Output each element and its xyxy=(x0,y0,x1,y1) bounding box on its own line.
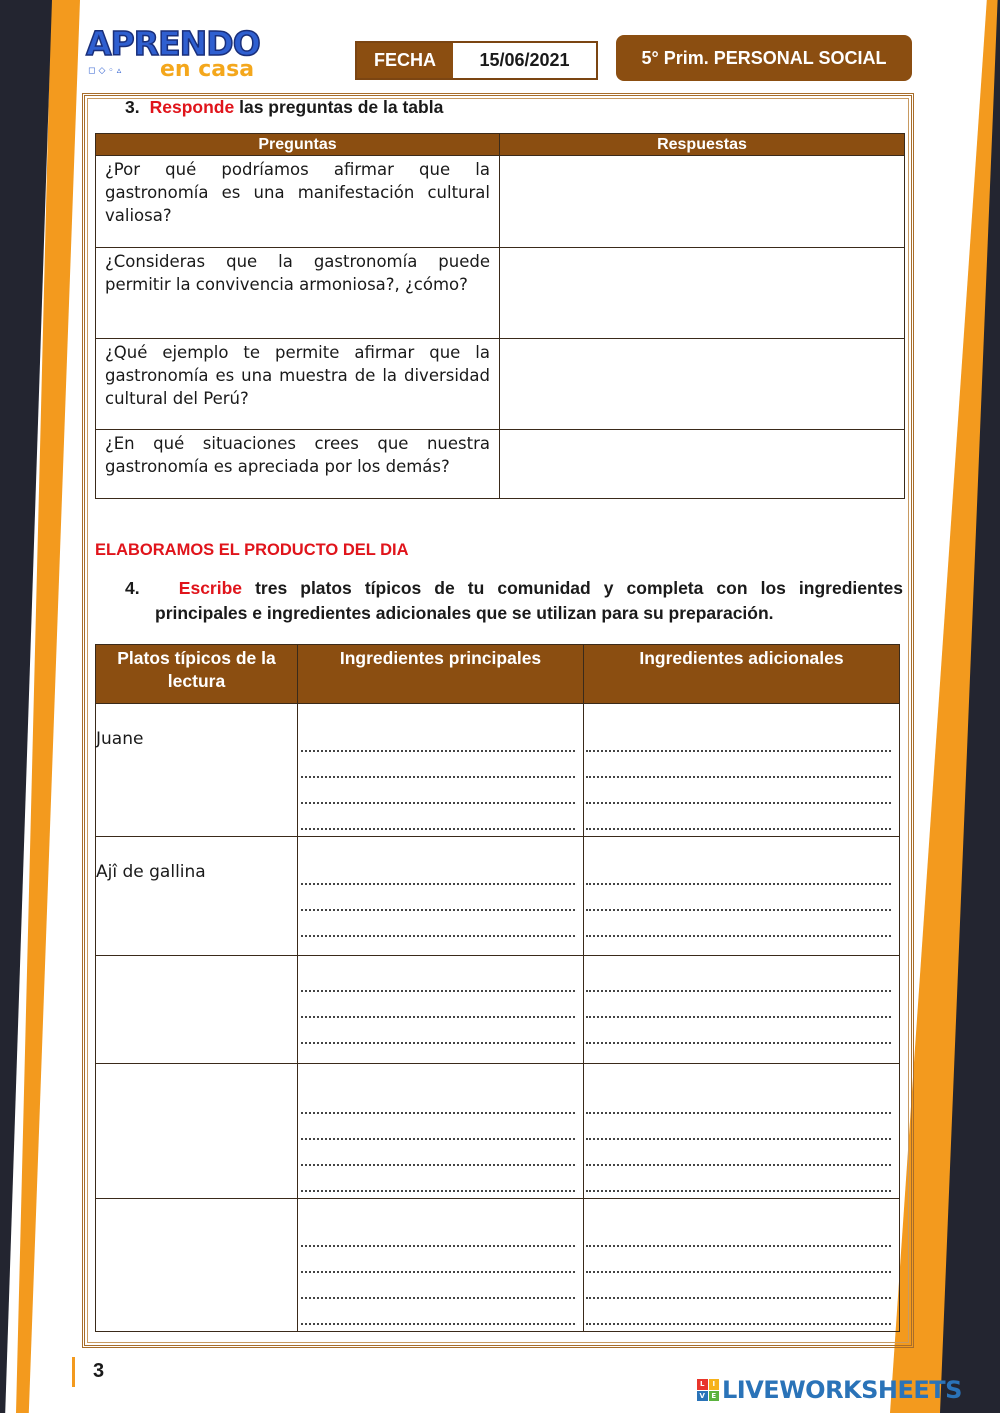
answer-line[interactable] xyxy=(586,758,899,784)
table-row xyxy=(96,704,900,837)
question-cell: ¿Por qué podríamos afirmar que la gastronomía es una manifestación cultural valiosa? xyxy=(96,156,500,248)
answer-line[interactable] xyxy=(586,1227,899,1253)
answer-line[interactable] xyxy=(301,1305,583,1331)
main-ingredients-cell xyxy=(298,837,584,956)
extra-ingredients-cell xyxy=(584,956,900,1064)
question-cell: ¿Qué ejemplo te permite afirmar que la gastronomía es una muestra de la diversidad cultural del Perú? xyxy=(96,339,500,430)
question-cell: ¿Consideras que la gastronomía puede permitir la convivencia armoniosa?, ¿cómo? xyxy=(96,248,500,339)
extra-ingredients-cell xyxy=(584,704,900,837)
answer-line[interactable] xyxy=(586,1279,899,1305)
lw-icon-letter: E xyxy=(709,1391,720,1402)
answer-field[interactable] xyxy=(500,339,905,430)
answer-line[interactable] xyxy=(301,891,583,917)
dishes-table xyxy=(95,644,900,1332)
table-row xyxy=(96,248,905,339)
answer-line[interactable] xyxy=(586,784,899,810)
logo-main-text: APRENDO xyxy=(86,24,260,63)
answer-line[interactable] xyxy=(301,1094,583,1120)
answer-field[interactable] xyxy=(500,156,905,248)
answer-line[interactable] xyxy=(301,784,583,810)
answer-line[interactable] xyxy=(301,917,583,943)
section-heading: ELABORAMOS EL PRODUCTO DEL DIA xyxy=(95,541,409,559)
answer-line[interactable] xyxy=(301,998,583,1024)
lw-icon-letter: L xyxy=(697,1379,708,1390)
table-row xyxy=(96,156,905,248)
date-value: 15/06/2021 xyxy=(479,50,570,70)
answer-line[interactable] xyxy=(586,1146,899,1172)
dishes-header: Platos típicos de la lectura xyxy=(96,645,298,704)
table-row xyxy=(96,837,900,956)
lw-icon-letter: I xyxy=(709,1379,720,1390)
answer-line[interactable] xyxy=(586,1172,899,1198)
answer-line[interactable] xyxy=(301,1172,583,1198)
instruction-4-text-2: principales e ingredientes adicionales que se utilizan para su preparación. xyxy=(155,603,774,623)
main-ingredients-cell xyxy=(298,704,584,837)
questions-table xyxy=(95,133,905,499)
instruction-3-number: 3. xyxy=(125,97,140,117)
answer-line[interactable] xyxy=(301,1146,583,1172)
dish-name-cell: Juane xyxy=(96,704,298,837)
question-cell: ¿En qué situaciones crees que nuestra gastronomía es apreciada por los demás? xyxy=(96,430,500,499)
main-ingredients-cell xyxy=(298,956,584,1064)
instruction-3-text: las preguntas de la tabla xyxy=(239,97,444,117)
date-label: FECHA xyxy=(357,43,453,78)
extra-ingredients-cell xyxy=(584,1064,900,1199)
answer-field[interactable] xyxy=(500,248,905,339)
dish-name-cell: Ajî de gallina xyxy=(96,837,298,956)
answer-line[interactable] xyxy=(301,865,583,891)
liveworksheets-logo xyxy=(697,1376,962,1404)
answer-line[interactable] xyxy=(586,998,899,1024)
dish-name-cell xyxy=(96,956,298,1064)
page-number-bar xyxy=(72,1357,75,1387)
logo-shapes-icon: ◻◇◦▵ xyxy=(88,66,125,76)
answer-line[interactable] xyxy=(301,1024,583,1050)
instruction-3-verb: Responde xyxy=(149,97,235,117)
answer-line[interactable] xyxy=(301,1227,583,1253)
answer-line[interactable] xyxy=(586,1120,899,1146)
answer-line[interactable] xyxy=(586,1305,899,1331)
date-box xyxy=(355,41,598,80)
answer-line[interactable] xyxy=(586,865,899,891)
questions-header: Preguntas xyxy=(96,134,500,156)
instruction-4-line1 xyxy=(125,576,903,601)
main-ingredients-header: Ingredientes principales xyxy=(298,645,584,704)
answer-line[interactable] xyxy=(301,732,583,758)
liveworksheets-icon xyxy=(697,1379,719,1401)
logo-sub-text: en casa xyxy=(160,57,255,82)
table-row xyxy=(96,339,905,430)
answer-line[interactable] xyxy=(586,1094,899,1120)
table-row xyxy=(96,1199,900,1332)
instruction-4-verb: Escribe xyxy=(178,578,243,598)
table-row xyxy=(96,430,905,499)
main-ingredients-cell xyxy=(298,1199,584,1332)
aprendo-en-casa-logo xyxy=(86,26,276,86)
answer-field[interactable] xyxy=(500,430,905,499)
instruction-3 xyxy=(125,97,443,118)
answer-line[interactable] xyxy=(301,1120,583,1146)
answer-line[interactable] xyxy=(301,758,583,784)
table-row xyxy=(96,956,900,1064)
extra-ingredients-cell xyxy=(584,837,900,956)
extra-ingredients-cell xyxy=(584,1199,900,1332)
instruction-4-text-1: tres platos típicos de tu comunidad y completa con los ingredientes xyxy=(255,578,903,598)
answer-line[interactable] xyxy=(586,891,899,917)
dish-name-cell xyxy=(96,1064,298,1199)
table-row xyxy=(96,1064,900,1199)
answer-line[interactable] xyxy=(586,917,899,943)
answers-header: Respuestas xyxy=(500,134,905,156)
answer-line[interactable] xyxy=(586,810,899,836)
course-badge: 5° Prim. PERSONAL SOCIAL xyxy=(616,35,912,81)
extra-ingredients-header: Ingredientes adicionales xyxy=(584,645,900,704)
lw-icon-letter: V xyxy=(697,1391,708,1402)
answer-line[interactable] xyxy=(301,1253,583,1279)
answer-line[interactable] xyxy=(301,972,583,998)
instruction-4-number: 4. xyxy=(125,578,140,598)
answer-line[interactable] xyxy=(301,810,583,836)
answer-line[interactable] xyxy=(586,1253,899,1279)
answer-line[interactable] xyxy=(586,732,899,758)
liveworksheets-brand-text: LIVEWORKSHEETS xyxy=(722,1376,962,1404)
answer-line[interactable] xyxy=(586,1024,899,1050)
dish-name-cell xyxy=(96,1199,298,1332)
page-number: 3 xyxy=(93,1360,105,1382)
instruction-4 xyxy=(125,576,903,626)
answer-line[interactable] xyxy=(586,972,899,998)
answer-line[interactable] xyxy=(301,1279,583,1305)
main-ingredients-cell xyxy=(298,1064,584,1199)
